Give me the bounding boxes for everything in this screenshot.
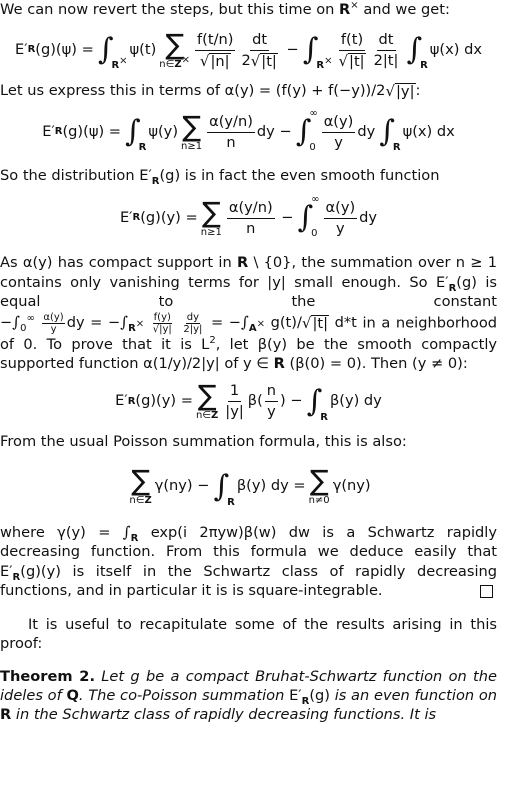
theorem-label: Theorem 2. bbox=[0, 667, 95, 685]
para-express-alpha: Let us express this in terms of α(y) = (f(y) + f(−y))/2 √ |y| : bbox=[0, 82, 421, 100]
equation-2: E ′ R (g)(ψ) = ∫ R ψ(y) ∑ n≥1 $\frac{\alpha(y/n)}{n}$ dy − ∫ ∞ 0 $\frac{\alpha(y)}{y}$ dy ∫ R ψ(x) dx bbox=[42, 108, 455, 153]
equation-1: E ′ R (g)(ψ) = ∫ R× ψ(t) ∑ n∈Z× f(t/n) √ |n| dt 2 √ |t| − ∫ R× f(t) √ |t| $\frac{dt}{2|t|}$ ∫ R ψ(x) dx bbox=[15, 27, 482, 71]
equation-3: E′ R (g)(y) = ∑ n≥1 $\frac{\alpha(y/n)}{n}$ − ∫ ∞ 0 $\frac{\alpha(y)}{y}$ dy bbox=[119, 194, 378, 239]
para-even-smooth: So the distribution $E'_R(g)$ is in fact the even smooth function bbox=[0, 167, 440, 187]
para-schwartz: where $\gamma(y) = \int_R$ exp(i 2πyw)β(w) dw is a Schwartz rapidly decreasing function. From this formula we deduce easily that $E'_R(g)(y)$ is itself in the Schwartz class of rapidly decreasing functions, and in particular it is is square-integrable. bbox=[0, 522, 498, 599]
theorem-2: Theorem 2. Let g be a compact Bruhat-Schwartz function on the ideles of Q. The co-Poisson summation $E'_R(g)$ is an even function on R in the Schwartz class of rapidly decreasing functions. It is bbox=[0, 667, 498, 723]
equation-5: ∑ n∈Z γ(ny) − ∫ R β(y) dy = ∑ n≠0 γ(ny) bbox=[129, 464, 371, 508]
qed-box-icon bbox=[480, 585, 493, 598]
para-revert-steps: We can now revert the steps, but this time on R× and we get: bbox=[0, 0, 450, 18]
para-recapitulate: It is useful to recapitulate some of the results arising in this proof: bbox=[0, 615, 497, 652]
equation-4: E′ R (g)(y) = ∑ n∈Z $\frac{1}{|y|}$ β( $\frac{n}{y}$ ) − ∫ R β(y) dy bbox=[115, 379, 382, 423]
para-poisson: From the usual Poisson summation formula, this is also: bbox=[0, 432, 407, 450]
para-compact-support: As α(y) has compact support in R \ {0}, the summation over n ≥ 1 contains only vanishing terms for |y| small enough. So $E'_R(g)$ is equal to the constant $-\int_0^\infty$ $\frac{\alpha(y)}{y}$ dy = $-\int_{R^\times}$ $\frac{f(y)}{√|y|}$ $\frac{dy}{2|y|}$ = $-\int_{A^\times}$ g(t)/ √ |t| d*t in a neighborhood of 0. To prove that it is $L^2$, let β(y) be the smooth compactly supported function α(1/y)/2|y| of y ∈ R (β(0) = 0). Then (y ≠ 0): bbox=[0, 254, 498, 372]
